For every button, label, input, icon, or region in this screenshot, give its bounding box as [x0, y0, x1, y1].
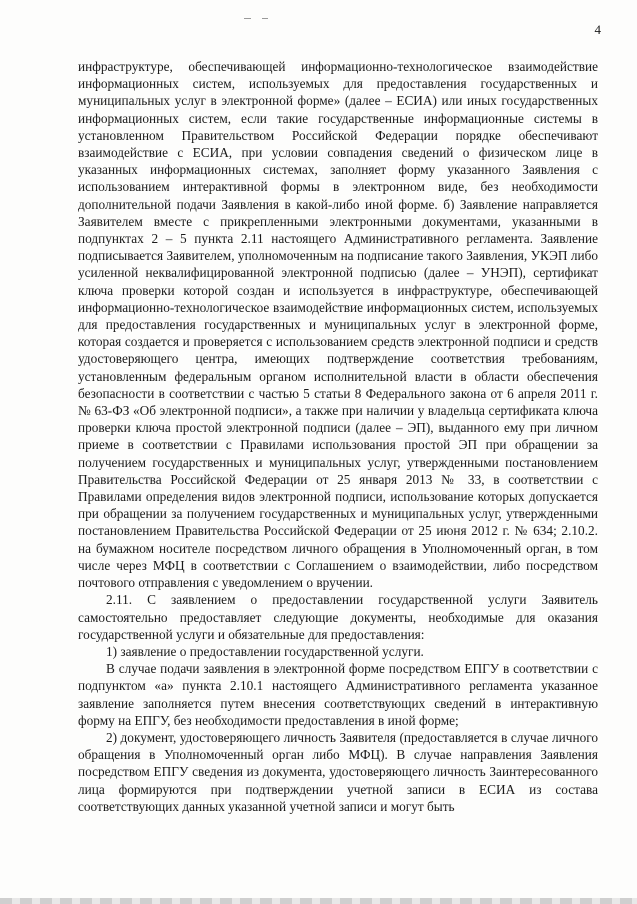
list-item-1: 1) заявление о предоставлении государственной услуги.	[106, 643, 424, 659]
scan-edge	[0, 898, 637, 904]
list-item-2: 2) документ, удостоверяющего личность Заявителя (предоставляется в случае личного обращения в Уполномоченный орган либо МФЦ). В случае направления Заявления посредством ЕПГУ сведения из документа, удостоверяющего личность Заинтересованного лица формируются при подтверждении учетной записи в ЕСИА из состава соответствующих данных указанной учетной записи и могут быть	[78, 729, 598, 814]
document-body	[78, 58, 598, 815]
paragraph-continuation: инфраструктуре, обеспечивающей информационно-технологическое взаимодействие информационных систем, используемых для предоставления государственных и муниципальных услуг в электронной форме» (далее – ЕСИА) или иных государственных информационных систем, если такие государственные информационные системы в установленном Правительством Российской Федерации порядке обеспечивают взаимодействие с ЕСИА, при условии совпадения сведений о физическом лице в указанных информационных системах, заполняет форму указанного Заявления с использованием интерактивной формы в электронном виде, без необходимости дополнительной подачи Заявления в какой-либо иной форме. б) Заявление направляется Заявителем вместе с прикрепленными электронными документами, указанными в подпунктах 2 – 5 пункта 2.11 настоящего Административного регламента. Заявление подписывается Заявителем, уполномоченным на подписание такого Заявления, УКЭП либо усиленной неквалифицированной электронной подписью (далее – УНЭП), сертификат ключа проверки которой создан и используется в инфраструктуре, обеспечивающей информационно-технологическое взаимодействие информационных систем, используемых для предоставления государственных и муниципальных услуг в электронной форме, которая создается и проверяется с использованием средств электронной подписи и средств удостоверяющего центра, имеющих подтверждение соответствия требованиям, установленным федеральным органом исполнительной власти в области обеспечения безопасности в соответствии с частью 5 статьи 8 Федерального закона от 6 апреля 2011 г. № 63-ФЗ «Об электронной подписи», а также при наличии у владельца сертификата ключа проверки ключа простой электронной подписи (далее – ЭП), выданного ему при личном приеме в соответствии с Правилами использования простой ЭП при обращении за получением государственных и муниципальных услуг, утвержденными постановлением Правительства Российской Федерации от 25 января 2013 № 33, в соответствии с Правилами определения видов электронной подписи, использование которых допускается при обращении за получением государственных и муниципальных услуг, утвержденными постановлением Правительства Российской Федерации от 25 июня 2012 г. № 634; 2.10.2. на бумажном носителе посредством личного обращения в Уполномоченный орган, в том числе через МФЦ в соответствии с Соглашением о взаимодействии, либо посредством почтового отправления с уведомлением о вручении.	[78, 59, 598, 591]
paragraph-2-11: 2.11. С заявлением о предоставлении государственной услуги Заявитель самостоятельно предоставляет следующие документы, необходимые для оказания государственной услуги и обязательные для предоставления:	[78, 592, 598, 642]
scan-artifact	[262, 18, 268, 19]
page-number: 4	[594, 22, 601, 37]
paragraph-epgu: В случае подачи заявления в электронной форме посредством ЕПГУ в соответствии с подпунктом «а» пункта 2.10.1 настоящего Административного регламента указанное заявление заполняется путем внесения соответствующих сведений в интерактивную форму на ЕПГУ, без необходимости предоставления в иной форме;	[78, 661, 598, 728]
scan-artifact	[244, 18, 251, 19]
